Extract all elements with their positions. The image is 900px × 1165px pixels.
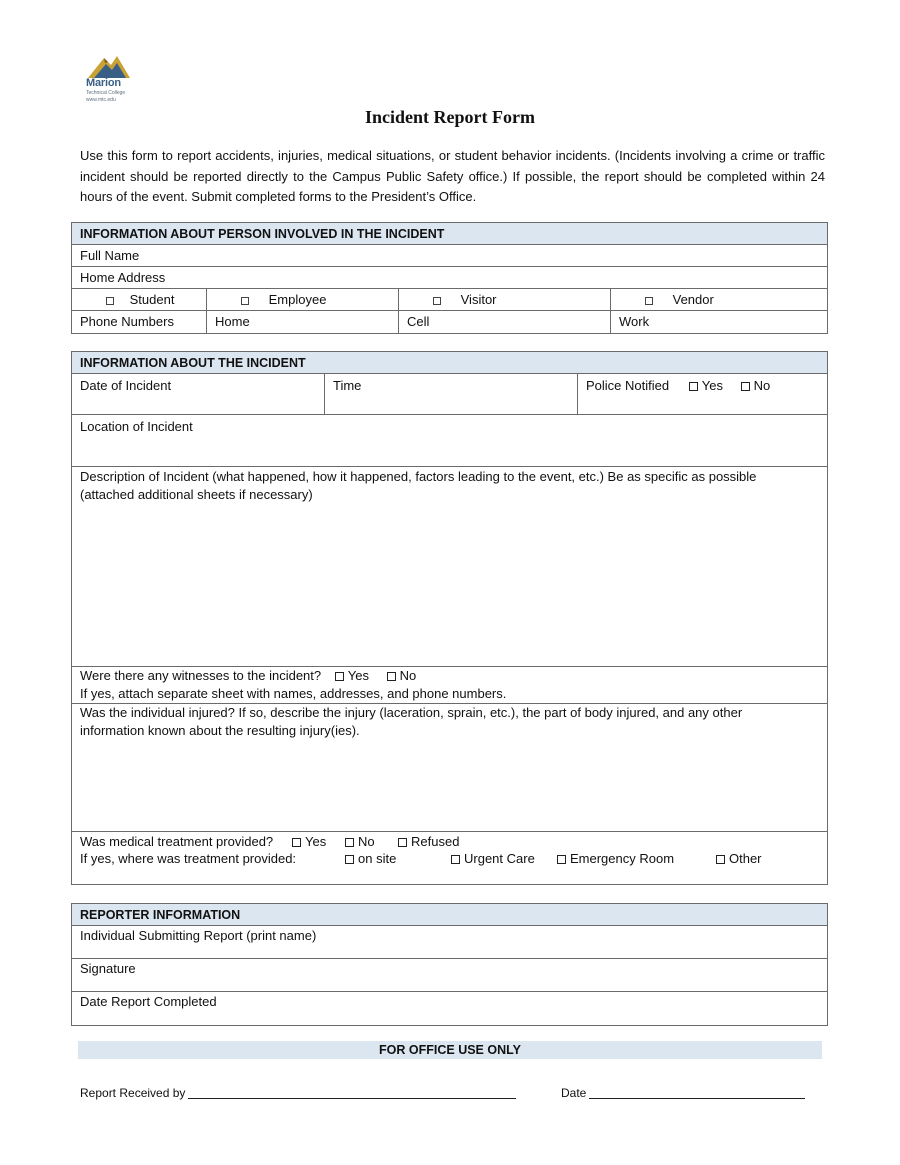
emergency-room-label: Emergency Room xyxy=(570,851,675,866)
location-row[interactable] xyxy=(72,415,827,467)
person-section-header: INFORMATION ABOUT PERSON INVOLVED IN THE INCIDENT xyxy=(72,223,827,245)
logo-name: Marion xyxy=(86,77,121,89)
student-option[interactable] xyxy=(72,289,206,310)
injury-line-2: information known about the resulting injury(ies). xyxy=(80,723,360,738)
witnesses-yes-checkbox[interactable] xyxy=(335,672,344,681)
home-address-row[interactable] xyxy=(72,267,827,289)
police-no-option[interactable] xyxy=(741,378,771,393)
treatment-yes-option[interactable] xyxy=(292,833,326,851)
college-logo xyxy=(84,52,134,106)
police-notified-cell xyxy=(577,374,827,414)
person-section xyxy=(71,222,828,334)
home-phone-field[interactable]: Home xyxy=(206,311,398,333)
witnesses-no-checkbox[interactable] xyxy=(387,672,396,681)
student-checkbox[interactable] xyxy=(106,297,114,305)
location-label: Location of Incident xyxy=(80,419,193,434)
description-cell xyxy=(72,467,827,666)
description-line-1: Description of Incident (what happened, how it happened, factors leading to the event, etc.) Be as specific as possible xyxy=(80,469,757,484)
visitor-label: Visitor xyxy=(460,292,497,307)
logo-subtitle: Technical College xyxy=(86,90,126,96)
injury-row[interactable] xyxy=(72,704,827,832)
cell-phone-field[interactable]: Cell xyxy=(398,311,610,333)
date-completed-label: Date Report Completed xyxy=(80,994,217,1009)
office-use-header: FOR OFFICE USE ONLY xyxy=(78,1041,822,1059)
form-title: Incident Report Form xyxy=(365,107,535,127)
reporter-name-row[interactable] xyxy=(72,926,827,959)
witnesses-question: Were there any witnesses to the incident? xyxy=(80,668,322,683)
description-row[interactable] xyxy=(72,467,827,667)
treatment-refused-checkbox[interactable] xyxy=(398,838,407,847)
reporter-name-label: Individual Submitting Report (print name) xyxy=(80,928,317,943)
home-address-label: Home Address xyxy=(80,270,166,285)
incident-section xyxy=(71,351,828,885)
signature-label: Signature xyxy=(80,961,136,976)
urgent-care-checkbox[interactable] xyxy=(451,855,460,864)
work-phone-field[interactable]: Work xyxy=(610,311,827,333)
received-by-field[interactable] xyxy=(80,1086,516,1100)
logo-url: www.mtc.edu xyxy=(86,97,116,103)
student-label: Student xyxy=(129,292,175,307)
description-line-2: (attached additional sheets if necessary) xyxy=(80,487,313,502)
police-no-checkbox[interactable] xyxy=(741,382,750,391)
treatment-no-option[interactable] xyxy=(345,833,375,851)
police-yes-checkbox[interactable] xyxy=(689,382,698,391)
incident-section-header: INFORMATION ABOUT THE INCIDENT xyxy=(72,352,827,374)
phone-numbers-label: Phone Numbers xyxy=(80,314,174,329)
treatment-refused-label: Refused xyxy=(411,834,460,849)
police-yes-label: Yes xyxy=(701,378,723,393)
on-site-checkbox[interactable] xyxy=(345,855,354,864)
time-field[interactable]: Time xyxy=(324,374,577,414)
vendor-option[interactable] xyxy=(610,289,827,310)
office-date-line[interactable] xyxy=(589,1098,805,1099)
emergency-room-option[interactable] xyxy=(557,850,674,868)
police-no-label: No xyxy=(753,378,771,393)
visitor-option[interactable] xyxy=(398,289,610,310)
treatment-row xyxy=(72,832,827,885)
treatment-yes-checkbox[interactable] xyxy=(292,838,301,847)
office-date-label: Date xyxy=(561,1086,587,1100)
witnesses-no-label: No xyxy=(399,668,417,683)
date-completed-row[interactable] xyxy=(72,992,827,1025)
intro-paragraph: Use this form to report accidents, injuries, medical situations, or student behavior incidents. (Incidents involving a crime or traffic incident should be reported directly to the Campus Public Safety office.) If possible, the report should be completed within 24 hours of the event. Submit completed forms to the President’s Office. xyxy=(80,148,825,204)
full-name-label: Full Name xyxy=(80,248,140,263)
treatment-refused-option[interactable] xyxy=(398,833,459,851)
police-yes-option[interactable] xyxy=(689,378,723,393)
witnesses-yes-option[interactable] xyxy=(335,668,369,683)
received-by-line[interactable] xyxy=(188,1098,516,1099)
employee-option[interactable] xyxy=(206,289,398,310)
witnesses-yes-label: Yes xyxy=(347,668,369,683)
witnesses-no-option[interactable] xyxy=(387,668,417,683)
injury-cell xyxy=(72,704,827,831)
mountain-logo-icon xyxy=(84,52,134,80)
injury-line-1: Was the individual injured? If so, describe the injury (laceration, sprain, etc.), the part of body injured, and any other xyxy=(80,705,743,720)
treatment-where-label: If yes, where was treatment provided: xyxy=(80,851,297,866)
person-type-row xyxy=(72,289,827,311)
treatment-no-checkbox[interactable] xyxy=(345,838,354,847)
visitor-checkbox[interactable] xyxy=(433,297,441,305)
received-by-label: Report Received by xyxy=(80,1086,186,1100)
employee-checkbox[interactable] xyxy=(241,297,249,305)
on-site-option[interactable] xyxy=(345,850,396,868)
vendor-label: Vendor xyxy=(672,292,714,307)
office-date-field[interactable] xyxy=(561,1086,805,1100)
employee-label: Employee xyxy=(268,292,327,307)
witnesses-note: If yes, attach separate sheet with names, addresses, and phone numbers. xyxy=(80,686,507,701)
witnesses-row xyxy=(72,667,827,704)
phone-row xyxy=(72,311,827,333)
treatment-no-label: No xyxy=(358,834,375,849)
police-notified-label: Police Notified xyxy=(586,378,670,393)
witnesses-cell xyxy=(72,667,827,703)
reporter-section-header: REPORTER INFORMATION xyxy=(72,904,827,926)
other-label: Other xyxy=(729,851,762,866)
on-site-label: on site xyxy=(358,851,397,866)
signature-row[interactable] xyxy=(72,959,827,992)
other-checkbox[interactable] xyxy=(716,855,725,864)
treatment-question: Was medical treatment provided? xyxy=(80,834,274,849)
treatment-yes-label: Yes xyxy=(305,834,327,849)
date-time-row xyxy=(72,374,827,415)
other-option[interactable] xyxy=(716,850,762,868)
date-of-incident-field[interactable]: Date of Incident xyxy=(80,378,172,393)
vendor-checkbox[interactable] xyxy=(645,297,653,305)
urgent-care-label: Urgent Care xyxy=(464,851,535,866)
emergency-room-checkbox[interactable] xyxy=(557,855,566,864)
urgent-care-option[interactable] xyxy=(451,850,535,868)
reporter-section xyxy=(71,903,828,1026)
full-name-row[interactable] xyxy=(72,245,827,267)
